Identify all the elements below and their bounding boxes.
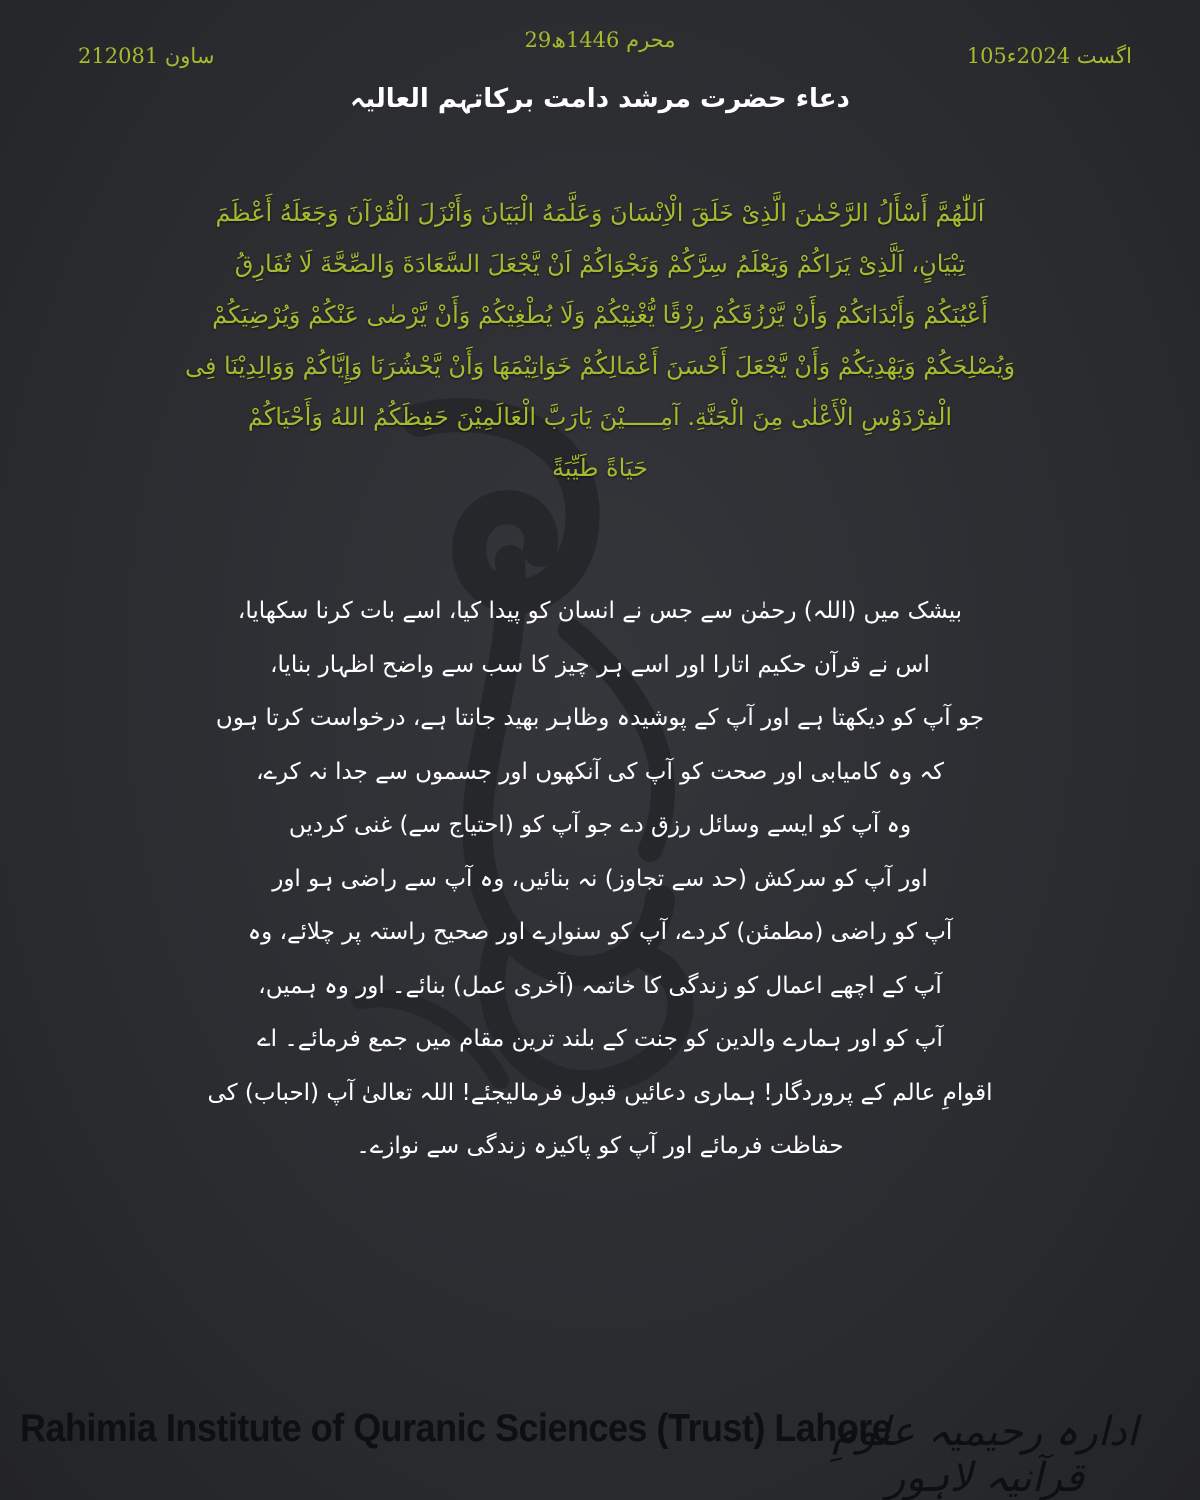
hijri-date: 29محرم 1446ھ xyxy=(524,28,676,52)
institute-name: Rahimia Institute of Quranic Sciences (Trust) Lahore xyxy=(20,1407,892,1450)
arabic-dua xyxy=(85,188,1115,494)
urdu-line: آپ کے اچھے اعمال کو زندگی کا خاتمہ (آخری عمل) بنائے۔ اور وہ ہمیں، xyxy=(258,972,942,999)
gregorian-date: 105اگست 2024ء xyxy=(966,44,1132,68)
urdu-line: اور آپ کو سرکش (حد سے تجاوز) نہ بنائیں، وہ آپ سے راضی ہو اور xyxy=(272,865,928,892)
urdu-line: اقوامِ عالم کے پروردگار! ہماری دعائیں قبول فرمالیجئے! اللہ تعالیٰ آپ (احباب) کی xyxy=(207,1079,993,1106)
arabic-line: اَللّٰهُمَّ أَسْأَلُ الرَّحْمٰنَ الَّذِىْ خَلَقَ الْاِنْسَانَ وَعَلَّمَهُ الْبَيَانَ وَأَنْزَلَ الْقُرْآنَ وَجَعَلَهُ أَعْظَمَ xyxy=(215,199,985,227)
urdu-line: جو آپ کو دیکھتا ہے اور آپ کے پوشیدہ وظاہر بھید جانتا ہے، درخواست کرتا ہوں xyxy=(215,705,985,731)
urdu-line: بیشک میں (اللہ) رحمٰن سے جس نے انسان کو پیدا کیا، اسے بات کرنا سکھایا، xyxy=(237,598,963,624)
footer xyxy=(0,1395,1200,1500)
urdu-line: وہ آپ کو ایسے وسائل رزق دے جو آپ کو (احتیاج سے) غنی کردیں xyxy=(288,812,912,838)
institute-logo xyxy=(790,1403,1180,1500)
urdu-line: حفاظت فرمائے اور آپ کو پاکیزہ زندگی سے نوازے۔ xyxy=(356,1133,844,1159)
page-title: دعاء حضرت مرشد دامت برکاتہم العالیہ xyxy=(350,84,850,114)
urdu-line: آپ کو راضی (مطمئن) کردے، آپ کو سنوارے اور صحیح راستہ پر چلائے، وہ xyxy=(247,919,953,945)
arabic-line: وَيُصْلِحَكُمْ وَيَهْدِيَكُمْ وَأَنْ يَّجْعَلَ أَحْسَنَ أَعْمَالِكُمْ خَوَاتِيْمَهَا وَأَنْ يَّحْشُرَنَا وَإِيَّاكُمْ وَوَالِدِيْنَا فِى xyxy=(184,352,1016,380)
urdu-line: اس نے قرآن حکیم اتارا اور اسے ہر چیز کا سب سے واضح اظہار بنایا، xyxy=(270,651,930,678)
arabic-line: الْفِرْدَوْسِ الْأَعْلٰى مِنَ الْجَنَّةِ. آمِـــــيْنَ يَارَبَّ الْعَالَمِيْنَ حَفِظَكُمُ اللهُ وَأَحْيَاكُمْ xyxy=(247,403,953,431)
institute-logo-calligraphy: ادارہ رحیمیہ علومِ قرآنیہ لاہور xyxy=(832,1409,1138,1500)
urdu-translation xyxy=(175,585,1025,1174)
urdu-line: آپ کو اور ہمارے والدین کو جنت کے بلند ترین مقام میں جمع فرمائے۔ اے xyxy=(257,1026,943,1052)
bikrami-date: 21ساون 2081 xyxy=(78,44,215,68)
urdu-line: کہ وہ کامیابی اور صحت کو آپ کی آنکھوں اور جسموں سے جدا نہ کرے، xyxy=(256,758,944,785)
arabic-line: حَيَاةً طَيِّبَةً xyxy=(551,454,649,482)
arabic-line: تِبْيَانٍ، اَلَّذِىْ يَرَاكُمْ وَيَعْلَمُ سِرَّكُمْ وَنَجْوَاكُمْ اَنْ يَّجْعَلَ السَّعَادَةَ وَالصِّحَّةَ لَا تُفَارِقُ xyxy=(234,250,966,278)
arabic-line: أَعْيُنَكُمْ وَأَبْدَانَكُمْ وَأَنْ يَّرْزُقَكُمْ رِزْقًا يُّغْنِيْكُمْ وَلَا يُطْغِيْكُمْ وَأَنْ يَّرْضٰى عَنْكُمْ وَيُرْضِيَكُمْ xyxy=(212,301,988,329)
